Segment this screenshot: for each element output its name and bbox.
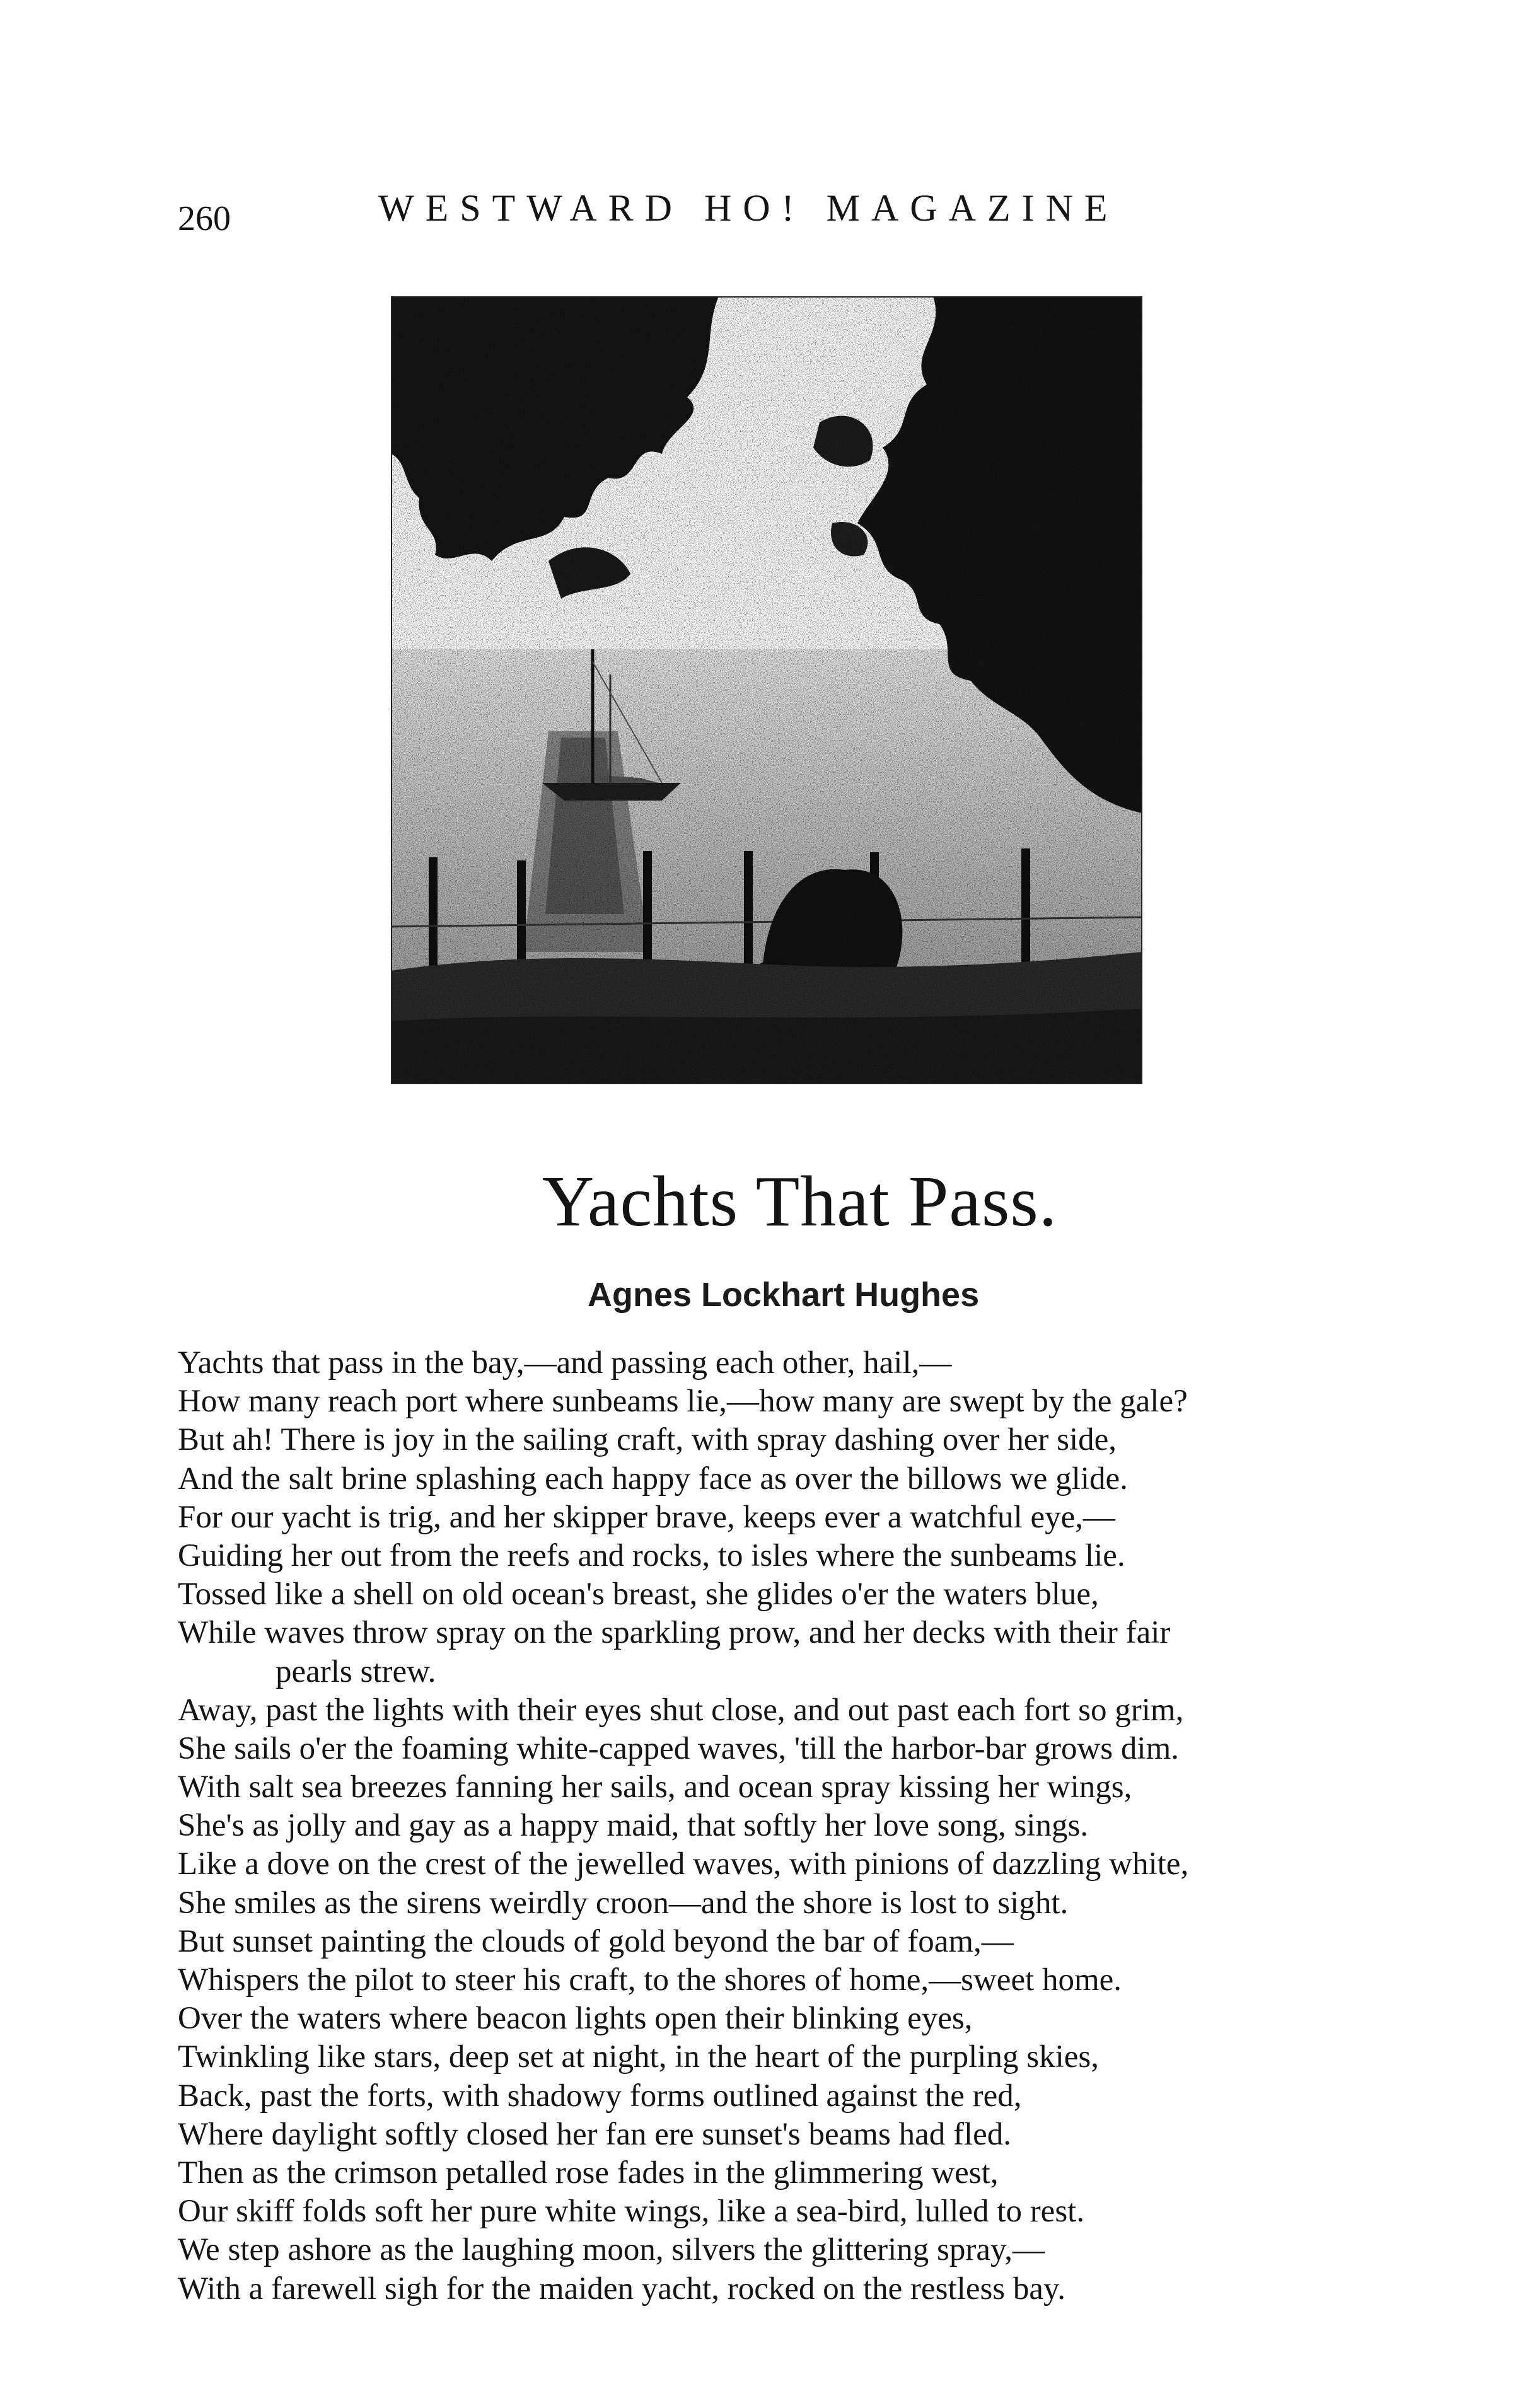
poem-line: Guiding her out from the reefs and rocks, to isles where the sunbeams lie. — [178, 1537, 1125, 1573]
poem-line: Yachts that pass in the bay,—and passing each other, hail,— — [178, 1345, 952, 1381]
poem-line: Whispers the pilot to steer his craft, to the shores of home,—sweet home. — [178, 1962, 1122, 1998]
poem-author: Agnes Lockhart Hughes — [588, 1276, 980, 1314]
poem-line: How many reach port where sunbeams lie,—how many are swept by the gale? — [178, 1384, 1188, 1420]
poem-line: But sunset painting the clouds of gold beyond the bar of foam,— — [178, 1923, 1014, 1959]
poem-line: While waves throw spray on the sparkling prow, and her decks with their fair — [178, 1615, 1171, 1651]
yacht-bay-photograph — [391, 296, 1142, 1084]
poem-line: Where daylight softly closed her fan ere sunset's beams had fled. — [178, 2116, 1011, 2152]
poem-title: Yachts That Pass. — [542, 1161, 1058, 1241]
poem-line: We step ashore as the laughing moon, silvers the glittering spray,— — [178, 2232, 1045, 2268]
poem-line: For our yacht is trig, and her skipper brave, keeps ever a watchful eye,— — [178, 1499, 1115, 1535]
page-number: 260 — [178, 199, 231, 238]
poem-line: pearls strew. — [276, 1653, 436, 1689]
poem-line: She sails o'er the foaming white-capped waves, 'till the harbor-bar grows dim. — [178, 1730, 1179, 1766]
poem-line: Tossed like a shell on old ocean's breast, she glides o'er the waters blue, — [178, 1577, 1099, 1612]
poem-line: Our skiff folds soft her pure white wings, like a sea-bird, lulled to rest. — [178, 2194, 1085, 2230]
poem-line: And the salt brine splashing each happy face as over the billows we glide. — [178, 1461, 1128, 1496]
poem-line: Over the waters where beacon lights open their blinking eyes, — [178, 2001, 973, 2037]
poem-line: Twinkling like stars, deep set at night, in the heart of the purpling skies, — [178, 2039, 1099, 2075]
poem-line: Like a dove on the crest of the jewelled waves, with pinions of dazzling white, — [178, 1846, 1189, 1882]
poem-line: Back, past the forts, with shadowy forms outlined against the red, — [178, 2078, 1022, 2114]
running-head: WESTWARD HO! MAGAZINE — [378, 187, 1119, 229]
poem-line: Away, past the lights with their eyes shut close, and out past each fort so grim, — [178, 1692, 1184, 1728]
poem-line: She smiles as the sirens weirdly croon—and the shore is lost to sight. — [178, 1885, 1069, 1921]
poem-body — [178, 1344, 1407, 2308]
poem-line: She's as jolly and gay as a happy maid, that softly her love song, sings. — [178, 1808, 1089, 1844]
poem-line: With a farewell sigh for the maiden yacht, rocked on the restless bay. — [178, 2271, 1065, 2307]
poem-line: With salt sea breezes fanning her sails, and ocean spray kissing her wings, — [178, 1769, 1132, 1805]
poem-line: But ah! There is joy in the sailing craft, with spray dashing over her side, — [178, 1422, 1117, 1458]
poem-line: Then as the crimson petalled rose fades in the glimmering west, — [178, 2155, 999, 2191]
